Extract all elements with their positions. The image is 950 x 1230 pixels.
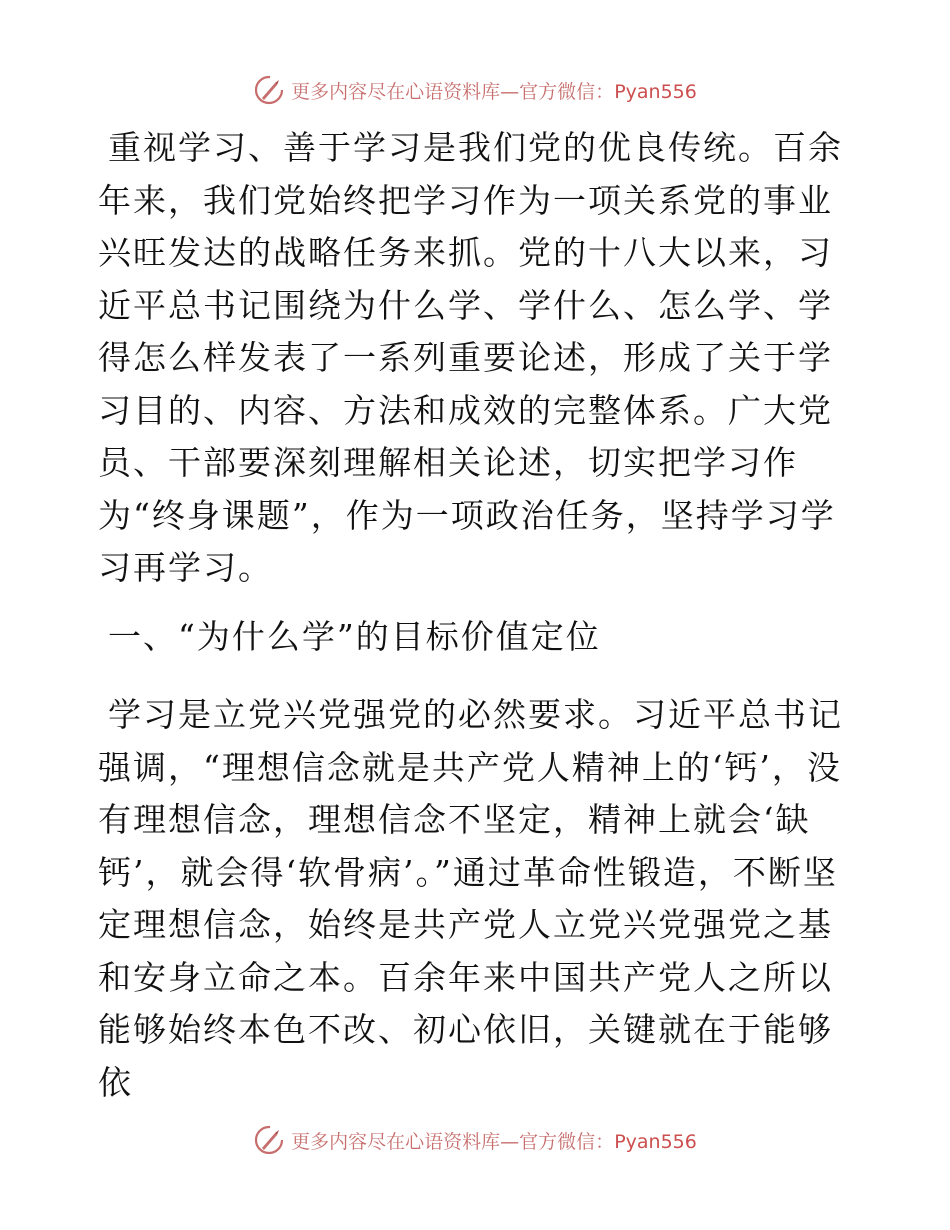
paragraph-intro: 重视学习、善于学习是我们党的优良传统。百余年来，我们党始终把学习作为一项关系党的事业兴旺发达的战略任务来抓。党的十八大以来，习近平总书记围绕为什么学、学什么、怎么学、学得怎么样发表了一系列重要论述，形成了关于学习目的、内容、方法和成效的完整体系。广大党员、干部要深刻理解相关论述，切实把学习作为“终身课题”，作为一项政治任务，坚持学习学习再学习。 <box>98 128 843 587</box>
watermark-wechat-id: Pyan556 <box>614 80 697 103</box>
document-body <box>98 122 858 1109</box>
watermark-header <box>0 70 950 110</box>
quill-pen-circle-icon <box>253 1124 285 1156</box>
watermark-text <box>291 77 697 104</box>
watermark-site-text: 更多内容尽在心语资料库 <box>291 80 501 103</box>
quill-pen-circle-icon <box>253 74 285 106</box>
watermark-wechat-id: Pyan556 <box>614 1130 697 1153</box>
watermark-footer <box>0 1120 950 1160</box>
watermark-wechat-label: 官方微信： <box>519 1130 615 1153</box>
watermark-wechat-label: 官方微信： <box>519 80 615 103</box>
watermark-separator: — <box>500 1130 520 1153</box>
watermark-site-text: 更多内容尽在心语资料库 <box>291 1130 501 1153</box>
paragraph-section-1: 学习是立党兴党强党的必然要求。习近平总书记强调，“理想信念就是共产党人精神上的‘钙’，没有理想信念，理想信念不坚定，精神上就会‘缺钙’，就会得‘软骨病’。”通过革命性锻造，不断坚定理想信念，始终是共产党人立党兴党强党之基和安身立命之本。百余年来中国共产党人之所以能够始终本色不改、初心依旧，关键就在于能够依 <box>98 695 843 1102</box>
watermark-separator: — <box>500 80 520 103</box>
section-heading: 一、“为什么学”的目标价值定位 <box>108 616 601 656</box>
watermark-text <box>291 1127 697 1154</box>
